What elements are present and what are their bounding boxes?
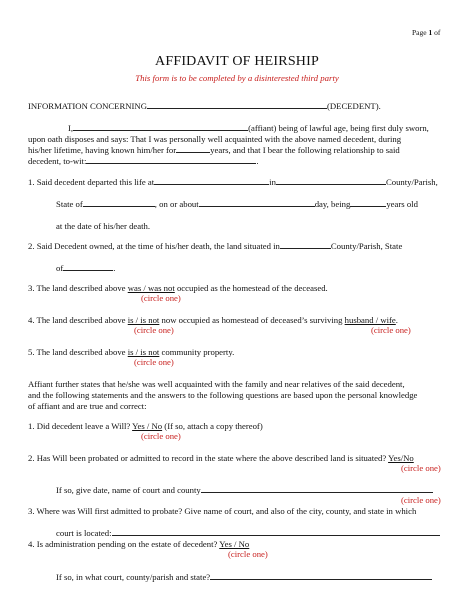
will-q4-choice[interactable]: Yes / No: [219, 539, 250, 549]
q1-county-parish: County/Parish,: [385, 177, 438, 187]
q2-of: of: [56, 263, 64, 273]
will-q2-ifso-line: [56, 485, 433, 495]
probate-court-field[interactable]: [201, 485, 433, 493]
q4-line: 4. The land described above is / is not now occupied as homestead of deceased’s surviving husband / wife.: [28, 315, 398, 325]
q2-line-2: of .: [56, 263, 116, 273]
will-q4-ifso-line: [56, 572, 432, 582]
decedent-label: (DECEDENT).: [326, 101, 381, 111]
affiant-name-field[interactable]: [73, 123, 248, 131]
q4-text: 4. The land described above: [28, 315, 126, 325]
affiant-para-1: Affiant further states that he/she was well acquainted with the family and near relatives of the said decedent,: [28, 379, 405, 389]
will-q2-text: 2. Has Will been probated or admitted to record in the state where the above described land is situated?: [28, 453, 387, 463]
intro-known-for: his/her lifetime, having known him/her for: [28, 145, 177, 155]
intro-line-1: [68, 123, 429, 133]
age-field[interactable]: [350, 199, 386, 207]
administration-court-field[interactable]: [210, 572, 432, 580]
land-state-field[interactable]: [63, 263, 113, 271]
q1-day-being: day, being: [314, 199, 351, 209]
death-place-field[interactable]: [154, 177, 269, 185]
will-q1-text-2: (If so, attach a copy thereof): [164, 421, 263, 431]
will-q1-text: 1. Did decedent leave a Will?: [28, 421, 131, 431]
info-label: INFORMATION CONCERNING: [28, 101, 147, 111]
will-q4-line: [28, 539, 249, 549]
intro-line-4: decedent, to-wit: .: [28, 156, 259, 166]
q3-text-2: occupied as the homestead of the deceased.: [176, 283, 328, 293]
will-q2-circle-one: (circle one): [401, 463, 441, 473]
intro-to-wit: decedent, to-wit:: [28, 156, 87, 166]
intro-relationship: years, and that I bear the following relationship to said: [210, 145, 400, 155]
will-q1-choice[interactable]: Yes / No: [132, 421, 163, 431]
will-q4-ifso-text: If so, in what court, county/parish and state?: [56, 572, 211, 582]
q1-line-2: [56, 199, 418, 209]
will-q3-court-located: court is located:: [56, 528, 112, 538]
q4-choice[interactable]: is / is not: [127, 315, 160, 325]
q4-circle-one-2: (circle one): [371, 325, 411, 335]
q5-circle-one: (circle one): [134, 357, 174, 367]
will-q2-ifso-text: If so, give date, name of court and county: [56, 485, 201, 495]
q2-text: 2. Said Decedent owned, at the time of his/her death, the land situated in: [28, 241, 280, 251]
will-q2-circle-one-2: (circle one): [401, 495, 441, 505]
page-of-label: of: [434, 28, 441, 37]
q2-county-state: County/Parish, State: [330, 241, 403, 251]
will-q1-circle-one: (circle one): [141, 431, 181, 441]
will-q3-line-2: [56, 528, 440, 538]
intro-line-3: [28, 145, 400, 155]
q3-circle-one: (circle one): [141, 293, 181, 303]
will-q2-choice[interactable]: Yes/No: [388, 453, 414, 463]
will-q4-text: 4. Is administration pending on the estate of decedent?: [28, 539, 218, 549]
will-q3-line-1: 3. Where was Will first admitted to probate? Give name of court, and also of the city, county, and state in which: [28, 506, 417, 516]
years-known-field[interactable]: [176, 145, 210, 153]
page-number: 1: [428, 28, 433, 37]
q4-spouse-choice[interactable]: husband / wife: [344, 315, 396, 325]
will-q1-line: [28, 421, 263, 431]
death-state-field[interactable]: [83, 199, 155, 207]
intro-i: I,: [68, 123, 74, 133]
relationship-field[interactable]: [86, 156, 256, 164]
q5-choice[interactable]: is / is not: [127, 347, 160, 357]
land-county-field[interactable]: [280, 241, 331, 249]
page-label: Page: [412, 28, 427, 37]
death-date-field[interactable]: [199, 199, 315, 207]
q3-line: [28, 283, 328, 293]
q4-circle-one-1: (circle one): [134, 325, 174, 335]
info-line: [28, 101, 381, 111]
q5-line: [28, 347, 234, 357]
q3-choice[interactable]: was / was not: [127, 283, 175, 293]
q1-in: in: [269, 177, 276, 187]
document-title: AFFIDAVIT OF HEIRSHIP: [155, 54, 319, 69]
death-county-field[interactable]: [276, 177, 386, 185]
intro-affiant: (affiant) being of lawful age, being first duly sworn,: [248, 123, 429, 133]
decedent-name-field[interactable]: [147, 101, 327, 109]
document-subtitle: This form is to be completed by a disinterested third party: [135, 73, 339, 83]
will-q4-circle-one: (circle one): [228, 549, 268, 559]
intro-line-2: upon oath disposes and says: That I was personally well acquainted with the above named decedent, during: [28, 134, 402, 144]
court-location-field[interactable]: [112, 528, 440, 536]
will-q2-line: [28, 453, 414, 463]
q1-years-old: years old: [386, 199, 418, 209]
q1-line-1: [28, 177, 438, 187]
q1-on-or-about: , on or about: [154, 199, 199, 209]
q1-line-3: at the date of his/her death.: [56, 221, 151, 231]
q4-text-2: now occupied as homestead of deceased’s surviving: [161, 315, 343, 325]
q5-text-2: community property.: [161, 347, 235, 357]
q1-text: 1. Said decedent departed this life at: [28, 177, 155, 187]
affiant-para-3: of affiant and are true and correct:: [28, 401, 147, 411]
q3-text: 3. The land described above: [28, 283, 126, 293]
affiant-para-2: and the following statements and the answers to the following questions are based upon the personal knowledge: [28, 390, 418, 400]
q1-state-of: State of: [56, 199, 83, 209]
q2-line-1: [28, 241, 402, 251]
page-header: [412, 28, 440, 37]
q5-text: 5. The land described above: [28, 347, 126, 357]
